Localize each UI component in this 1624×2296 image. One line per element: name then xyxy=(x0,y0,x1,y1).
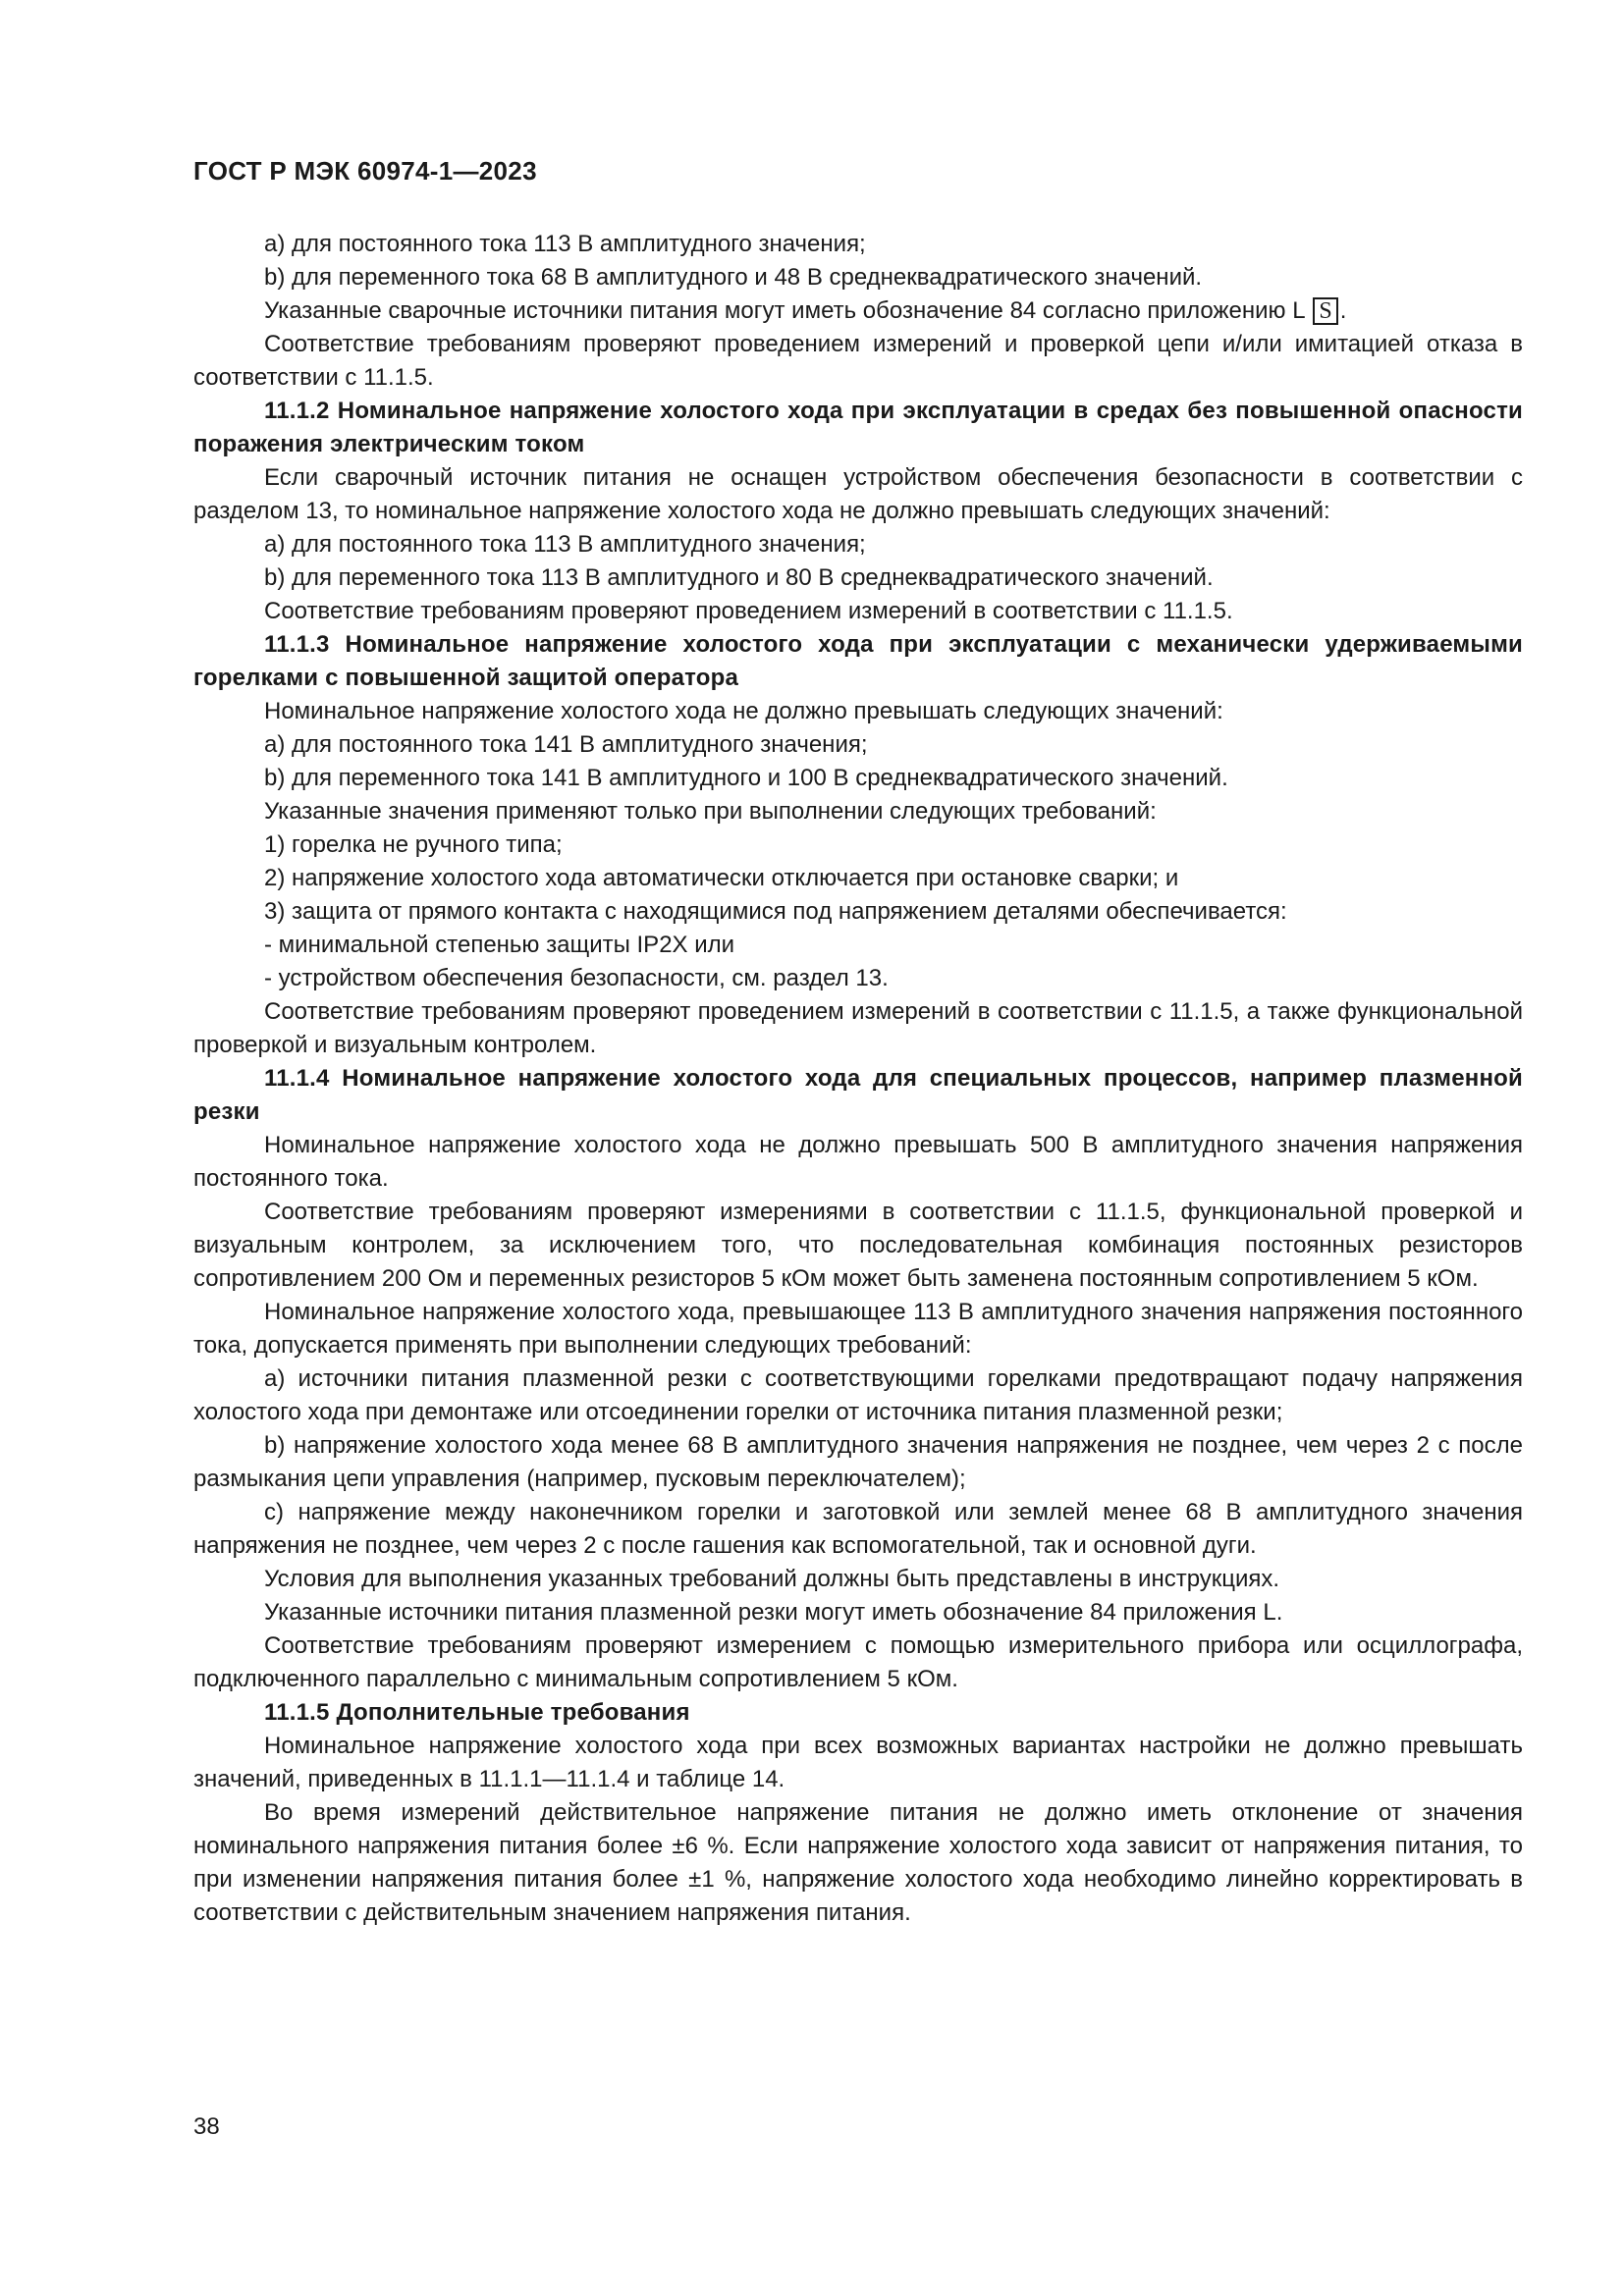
paragraph: a) для постоянного тока 113 В амплитудного значения; xyxy=(264,231,866,257)
paragraph: 3) защита от прямого контакта с находящимися под напряжением деталями обеспечивается: xyxy=(264,898,1287,925)
paragraph: - минимальной степенью защиты IP2X или xyxy=(264,932,735,958)
paragraph: Соответствие требованиям проверяют измерениями в соответствии с 11.1.5, функциональной проверкой и визуальным контролем, за исключением того, что последовательная комбинация постоянных резисторов сопротивлением 200 Ом и переменных резисторов 5 кОм может быть заменена постоянным сопротивлением 5 кОм. xyxy=(193,1199,1523,1292)
paragraph: Номинальное напряжение холостого хода при всех возможных вариантах настройки не должно превышать значений, приведенных в 11.1.1—11.1.4 и таблице 14. xyxy=(193,1733,1523,1792)
section-heading: 11.1.5 Дополнительные требования xyxy=(264,1699,690,1726)
paragraph: Во время измерений действительное напряжение питания не должно иметь отклонение от значения номинального напряжения питания более ±6 %. Если напряжение холостого хода зависит от напряжения питания, то при изменении напряжения питания более ±1 %, напряжение холостого хода необходимо линейно корректировать в соответствии с действительным значением напряжения питания. xyxy=(193,1799,1523,1926)
paragraph: Номинальное напряжение холостого хода, превышающее 113 В амплитудного значения напряжения постоянного тока, допускается применять при выполнении следующих требований: xyxy=(193,1299,1523,1359)
page-number: 38 xyxy=(193,2113,220,2140)
paragraph: Соответствие требованиям проверяют проведением измерений и проверкой цепи и/или имитацией отказа в соответствии с 11.1.5. xyxy=(193,331,1523,391)
document-body xyxy=(193,228,1523,1930)
paragraph: a) для постоянного тока 141 В амплитудного значения; xyxy=(264,731,868,758)
section-heading: 11.1.4 Номинальное напряжение холостого хода для специальных процессов, например плазменной резки xyxy=(193,1065,1523,1125)
paragraph: Указанные источники питания плазменной резки могут иметь обозначение 84 приложения L. xyxy=(264,1599,1283,1626)
paragraph: Соответствие требованиям проверяют измерением с помощью измерительного прибора или осциллографа, подключенного параллельно с минимальным сопротивлением 5 кОм. xyxy=(193,1632,1523,1692)
paragraph: b) для переменного тока 68 В амплитудного и 48 В среднеквадратического значений. xyxy=(264,264,1203,291)
paragraph: b) для переменного тока 141 В амплитудного и 100 В среднеквадратического значений. xyxy=(264,765,1228,791)
paragraph: Условия для выполнения указанных требований должны быть представлены в инструкциях. xyxy=(264,1566,1280,1592)
paragraph: - устройством обеспечения безопасности, см. раздел 13. xyxy=(264,965,889,991)
paragraph: b) для переменного тока 113 В амплитудного и 80 В среднеквадратического значений. xyxy=(264,564,1214,591)
paragraph-text: Указанные сварочные источники питания могут иметь обозначение 84 согласно приложению L xyxy=(264,297,1305,324)
paragraph xyxy=(193,294,1523,328)
paragraph: Если сварочный источник питания не оснащен устройством обеспечения безопасности в соответствии с разделом 13, то номинальное напряжение холостого хода не должно превышать следующих значений: xyxy=(193,464,1523,524)
paragraph-tail: . xyxy=(1339,297,1347,324)
section-heading: 11.1.2 Номинальное напряжение холостого хода при эксплуатации в средах без повышенной опасности поражения электрическим током xyxy=(193,398,1523,457)
section-heading: 11.1.3 Номинальное напряжение холостого хода при эксплуатации с механически удерживаемыми горелками с повышенной защитой оператора xyxy=(193,631,1523,691)
annex-s-marker: S xyxy=(1313,297,1337,325)
paragraph: Номинальное напряжение холостого хода не должно превышать следующих значений: xyxy=(264,698,1223,724)
paragraph: 1) горелка не ручного типа; xyxy=(264,831,563,858)
document-page xyxy=(193,153,1523,1930)
document-header: ГОСТ Р МЭК 60974-1—2023 xyxy=(193,156,537,186)
paragraph: c) напряжение между наконечником горелки и заготовкой или землей менее 68 В амплитудного значения напряжения не позднее, чем через 2 с после гашения как вспомогательной, так и основной дуги. xyxy=(193,1499,1523,1559)
paragraph: Соответствие требованиям проверяют проведением измерений в соответствии с 11.1.5, а также функциональной проверкой и визуальным контролем. xyxy=(193,998,1523,1058)
paragraph: Соответствие требованиям проверяют проведением измерений в соответствии с 11.1.5. xyxy=(264,598,1233,624)
paragraph: b) напряжение холостого хода менее 68 В амплитудного значения напряжения не позднее, чем через 2 с после размыкания цепи управления (например, пусковым переключателем); xyxy=(193,1432,1523,1492)
paragraph: Номинальное напряжение холостого хода не должно превышать 500 В амплитудного значения напряжения постоянного тока. xyxy=(193,1132,1523,1192)
paragraph: Указанные значения применяют только при выполнении следующих требований: xyxy=(264,798,1157,825)
paragraph: a) источники питания плазменной резки с соответствующими горелками предотвращают подачу напряжения холостого хода при демонтаже или отсоединении горелки от источника питания плазменной резки; xyxy=(193,1365,1523,1425)
paragraph: 2) напряжение холостого хода автоматически отключается при остановке сварки; и xyxy=(264,865,1179,891)
paragraph: a) для постоянного тока 113 В амплитудного значения; xyxy=(264,531,866,558)
